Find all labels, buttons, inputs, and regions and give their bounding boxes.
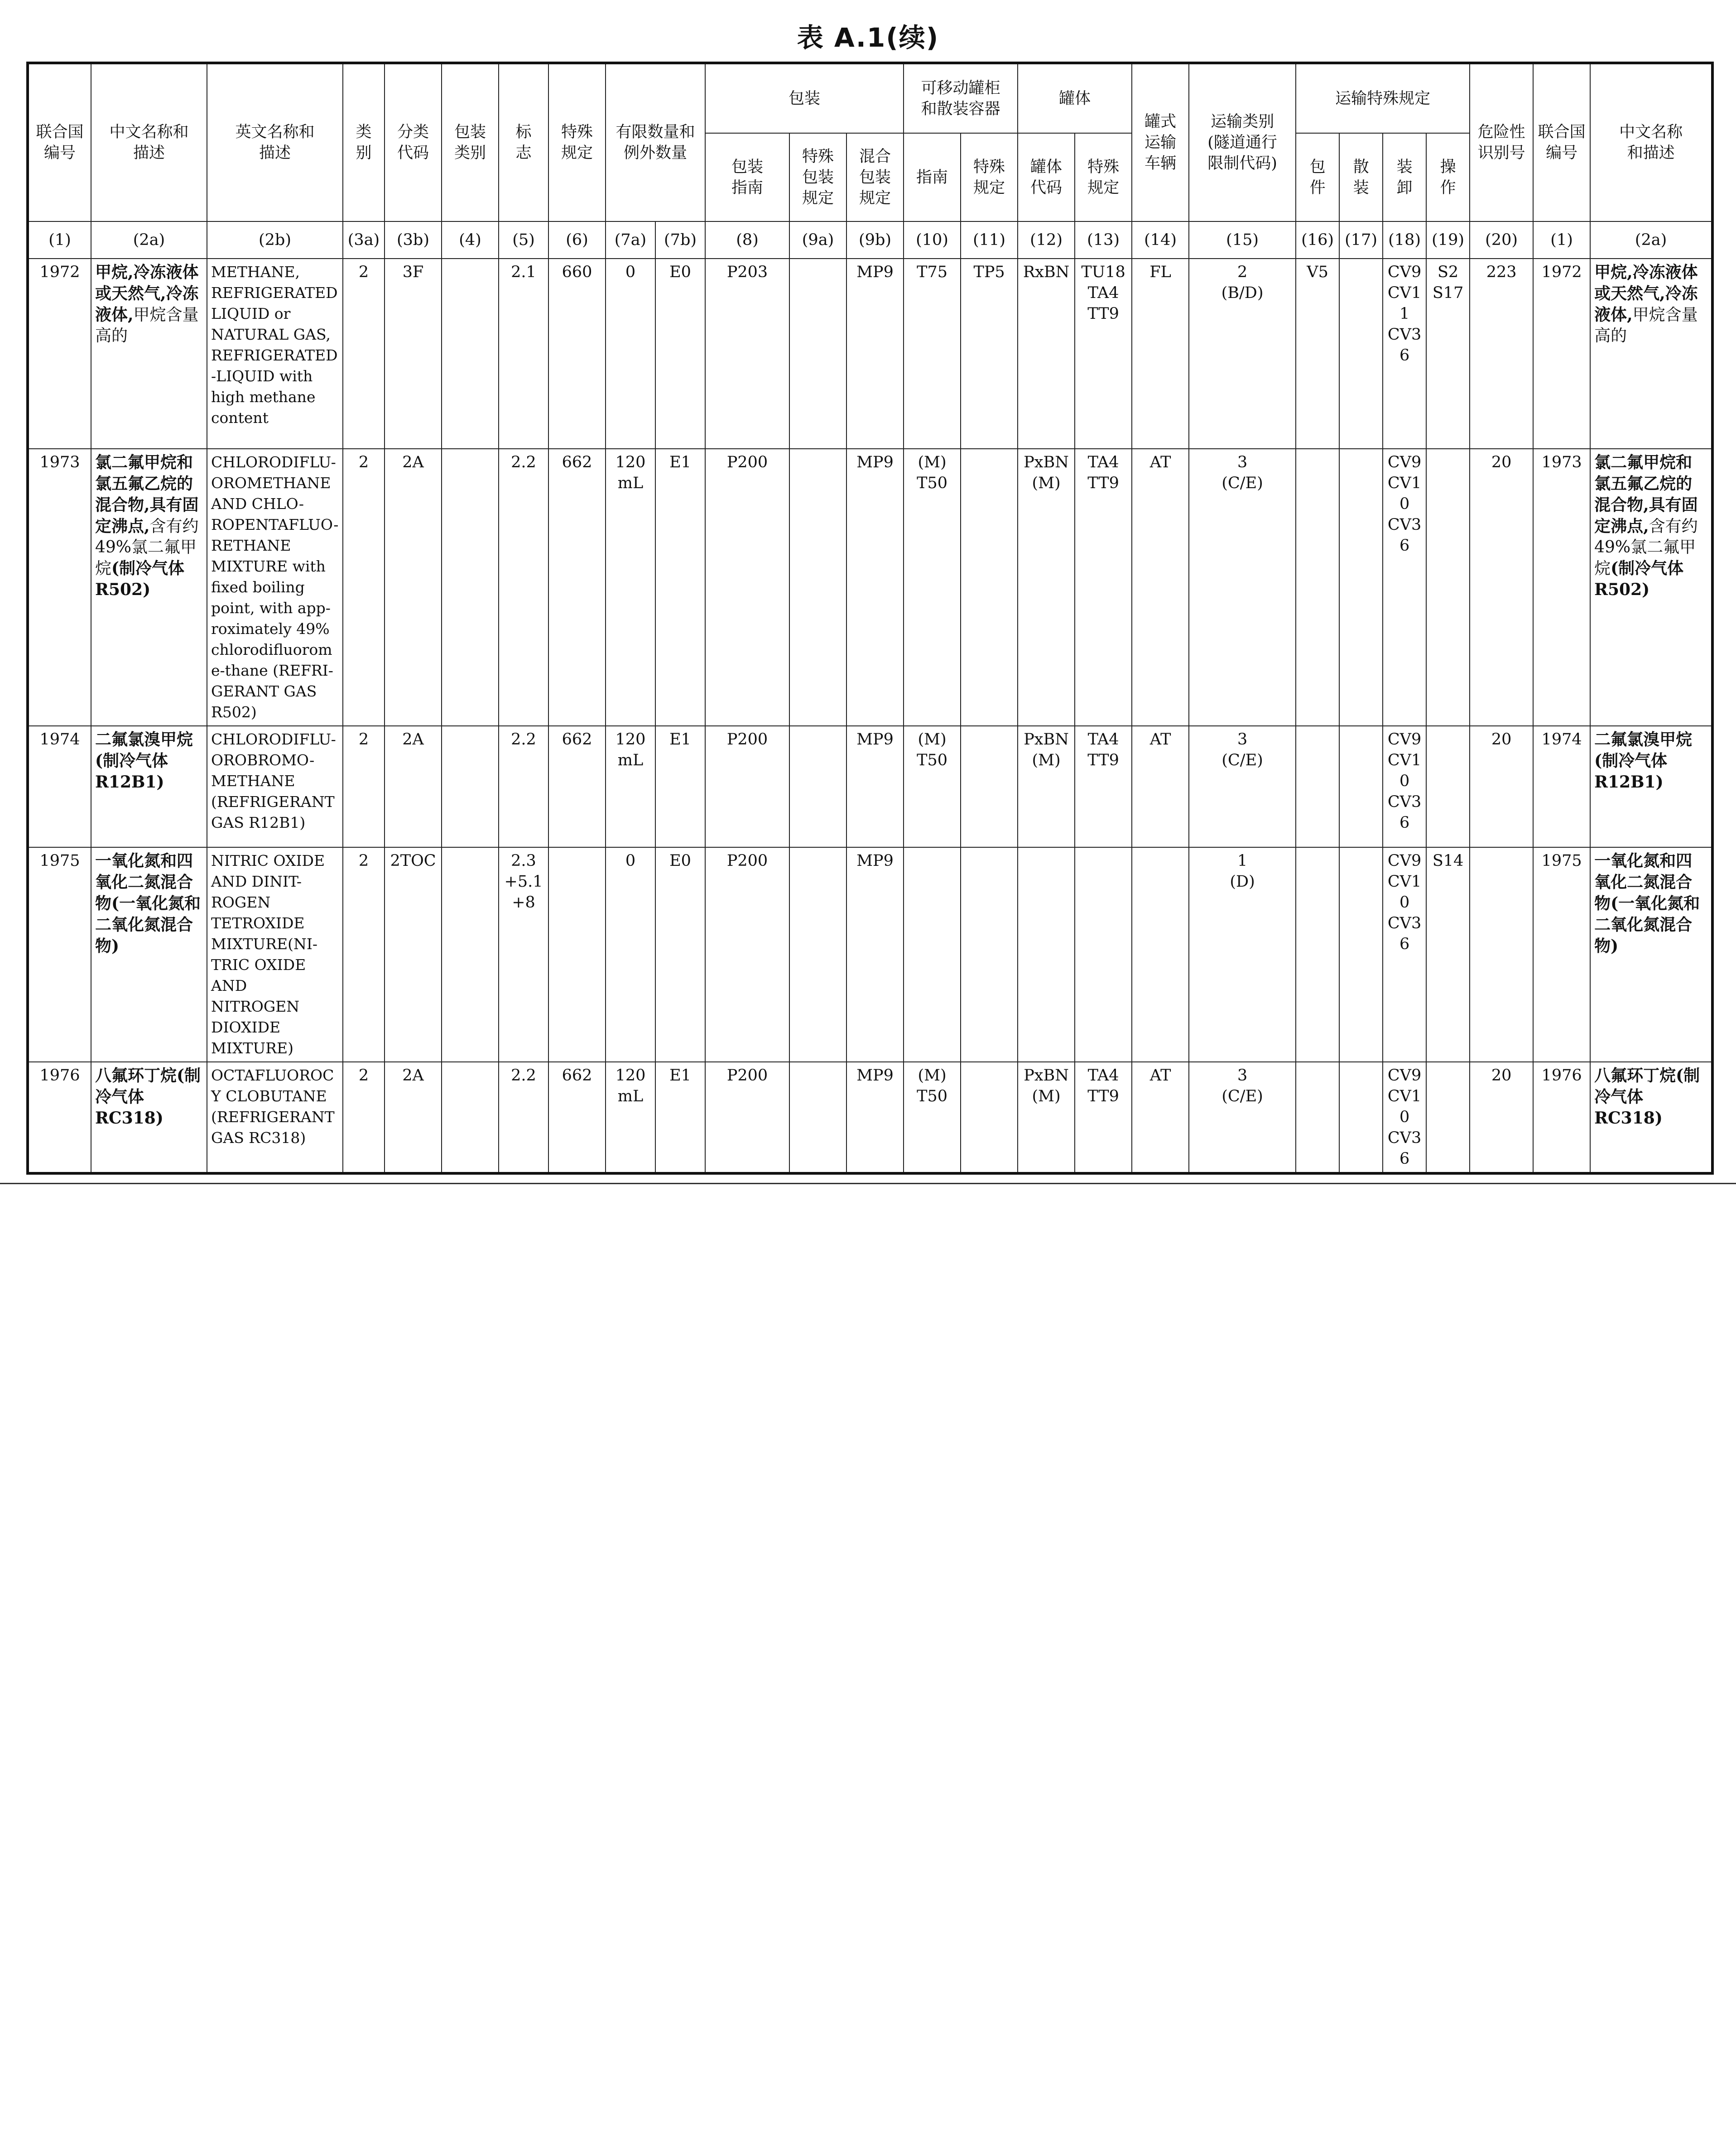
header-un-number-right: 联合国 编号 [1533, 63, 1590, 221]
dangerous-goods-table [26, 62, 1714, 1175]
cell-cat: 1 (D) [1189, 847, 1296, 1062]
column-number: (2a) [1590, 221, 1712, 259]
cell-cat: 2 (B/D) [1189, 259, 1296, 449]
chinese-name-regular: 甲烷含量高的 [95, 306, 199, 345]
table-row [28, 726, 1712, 847]
cell-eq: E1 [655, 1062, 705, 1173]
cell-lq: 120mL [606, 726, 655, 847]
cell-pg [442, 259, 499, 449]
cell-ptsp [961, 1062, 1018, 1173]
cell-mix: MP9 [846, 449, 904, 726]
column-number: (17) [1339, 221, 1383, 259]
chinese-name-bold: 二氟氯溴甲烷(制冷气体R12B1) [95, 730, 193, 792]
header-packing-group: 包装 类别 [442, 63, 499, 221]
cell-un-number: 1976 [28, 1062, 91, 1173]
cell-pkgs [1296, 726, 1339, 847]
cell-psp [789, 847, 846, 1062]
cell-pkgs [1296, 847, 1339, 1062]
column-number: (9a) [789, 221, 846, 259]
cell-eq: E0 [655, 847, 705, 1062]
cell-un-number: 1974 [28, 726, 91, 847]
header-chinese-name: 中文名称和 描述 [91, 63, 207, 221]
header-tank-code: 罐体 代码 [1018, 133, 1075, 221]
cell-hin [1470, 847, 1533, 1062]
cell-code: 3F [385, 259, 442, 449]
cell-pi: P200 [705, 847, 789, 1062]
cell-veh: FL [1132, 259, 1189, 449]
chinese-name-regular: 含有约49%氯二氟甲烷 [1594, 517, 1698, 578]
cell-ptsp [961, 726, 1018, 847]
cell-tanksp: TA4 TT9 [1075, 449, 1132, 726]
cell-class: 2 [343, 449, 385, 726]
header-special-packing: 特殊 包装 规定 [789, 133, 846, 221]
column-number: (18) [1383, 221, 1426, 259]
cell-chinese-name [91, 259, 207, 449]
cell-code: 2TOC [385, 847, 442, 1062]
chinese-name-bold: 八氟环丁烷(制冷气体RC318) [1594, 1066, 1700, 1128]
cell-chinese-name [1590, 259, 1712, 449]
column-number-row [28, 221, 1712, 259]
chinese-name-bold-tail: (制冷气体R502) [95, 559, 185, 599]
cell-sp: 662 [548, 449, 606, 726]
chinese-name-bold: 八氟环丁烷(制冷气体RC318) [95, 1066, 201, 1128]
cell-chinese-name [1590, 449, 1712, 726]
cell-load: CV9 CV10 CV36 [1383, 847, 1426, 1062]
header-portable-tanks: 可移动罐柜 和散装容器 [904, 63, 1018, 133]
cell-labels: 2.1 [499, 259, 548, 449]
header-packaging: 包装 [705, 63, 904, 133]
cell-eq: E1 [655, 449, 705, 726]
cell-class: 2 [343, 259, 385, 449]
cell-code: 2A [385, 726, 442, 847]
cell-pt: (M) T50 [904, 449, 961, 726]
column-number: (6) [548, 221, 606, 259]
cell-code: 2A [385, 1062, 442, 1173]
cell-pkgs [1296, 449, 1339, 726]
cell-sp: 662 [548, 1062, 606, 1173]
cell-mix: MP9 [846, 1062, 904, 1173]
chinese-name-bold: 甲烷,冷冻液体或天然气,冷冻液体, [1594, 263, 1698, 324]
column-number: (2a) [91, 221, 207, 259]
column-number: (16) [1296, 221, 1339, 259]
cell-english-name: CHLORODIFLU-OROBROMO-METHANE (REFRIGERANT GAS R12B1) [207, 726, 343, 847]
chinese-name-bold: 氯二氟甲烷和氯五氟乙烷的混合物,具有固定沸点, [95, 453, 199, 536]
cell-lq: 120mL [606, 1062, 655, 1173]
column-number: (1) [28, 221, 91, 259]
cell-tanksp: TA4 TT9 [1075, 1062, 1132, 1173]
header-english-name: 英文名称和 描述 [207, 63, 343, 221]
table-row [28, 449, 1712, 726]
table-body [28, 259, 1712, 1173]
cell-pt: T75 [904, 259, 961, 449]
cell-code: 2A [385, 449, 442, 726]
cell-un-number-right: 1976 [1533, 1062, 1590, 1173]
cell-ptsp [961, 449, 1018, 726]
cell-op [1426, 726, 1470, 847]
cell-veh [1132, 847, 1189, 1062]
column-number: (10) [904, 221, 961, 259]
cell-un-number-right: 1974 [1533, 726, 1590, 847]
cell-veh: AT [1132, 1062, 1189, 1173]
header-portable-special: 特殊 规定 [961, 133, 1018, 221]
cell-hin: 20 [1470, 1062, 1533, 1173]
header-un-number: 联合国 编号 [28, 63, 91, 221]
cell-pt [904, 847, 961, 1062]
cell-op [1426, 1062, 1470, 1173]
cell-tank: PxBN (M) [1018, 1062, 1075, 1173]
chinese-name-bold: 一氧化氮和四氧化二氮混合物(一氧化氮和二氧化氮混合物) [1594, 851, 1700, 956]
header-tanks: 罐体 [1018, 63, 1132, 133]
cell-sp [548, 847, 606, 1062]
cell-pt: (M) T50 [904, 1062, 961, 1173]
cell-english-name: NITRIC OXIDE AND DINIT-ROGEN TETROXIDE MIXTURE(NI-TRIC OXIDE AND NITROGEN DIOXIDE MIXTURE) [207, 847, 343, 1062]
column-number: (20) [1470, 221, 1533, 259]
cell-tank: RxBN [1018, 259, 1075, 449]
chinese-name-bold-tail: (制冷气体R502) [1594, 559, 1684, 599]
cell-bulk [1339, 726, 1383, 847]
cell-mix: MP9 [846, 847, 904, 1062]
cell-veh: AT [1132, 726, 1189, 847]
cell-ptsp [961, 847, 1018, 1062]
cell-un-number-right: 1973 [1533, 449, 1590, 726]
column-number: (5) [499, 221, 548, 259]
table-row [28, 259, 1712, 449]
cell-op [1426, 449, 1470, 726]
cell-labels: 2.2 [499, 449, 548, 726]
page-divider-line [0, 1183, 1736, 1184]
header-special-provisions: 特殊 规定 [548, 63, 606, 221]
chinese-name-bold: 氯二氟甲烷和氯五氟乙烷的混合物,具有固定沸点, [1594, 453, 1698, 536]
cell-psp [789, 726, 846, 847]
cell-hin: 20 [1470, 726, 1533, 847]
cell-psp [789, 1062, 846, 1173]
column-number: (14) [1132, 221, 1189, 259]
cell-bulk [1339, 1062, 1383, 1173]
cell-pi: P200 [705, 726, 789, 847]
header-labels: 标 志 [499, 63, 548, 221]
cell-bulk [1339, 847, 1383, 1062]
cell-class: 2 [343, 847, 385, 1062]
cell-labels: 2.2 [499, 1062, 548, 1173]
column-number: (19) [1426, 221, 1470, 259]
cell-psp [789, 449, 846, 726]
cell-labels: 2.3 +5.1 +8 [499, 847, 548, 1062]
cell-load: CV9 CV10 CV36 [1383, 726, 1426, 847]
cell-chinese-name [1590, 726, 1712, 847]
header-ts-operation: 操 作 [1426, 133, 1470, 221]
cell-lq: 120mL [606, 449, 655, 726]
cell-pi: P200 [705, 449, 789, 726]
column-number: (3a) [343, 221, 385, 259]
column-number: (1) [1533, 221, 1590, 259]
chinese-name-bold: 二氟氯溴甲烷(制冷气体R12B1) [1594, 730, 1693, 792]
header-class: 类 别 [343, 63, 385, 221]
cell-pg [442, 847, 499, 1062]
cell-tanksp: TU18 TA4 TT9 [1075, 259, 1132, 449]
cell-class: 2 [343, 726, 385, 847]
column-number: (8) [705, 221, 789, 259]
cell-chinese-name [1590, 847, 1712, 1062]
cell-psp [789, 259, 846, 449]
header-ts-loading: 装 卸 [1383, 133, 1426, 221]
cell-chinese-name [91, 449, 207, 726]
cell-un-number: 1975 [28, 847, 91, 1062]
column-number: (4) [442, 221, 499, 259]
cell-sp: 662 [548, 726, 606, 847]
cell-op: S2 S17 [1426, 259, 1470, 449]
cell-load: CV9 CV10 CV36 [1383, 1062, 1426, 1173]
column-number: (15) [1189, 221, 1296, 259]
cell-hin: 223 [1470, 259, 1533, 449]
header-limited-quantities: 有限数量和 例外数量 [606, 63, 705, 221]
cell-op: S14 [1426, 847, 1470, 1062]
table-caption: 表 A.1(续) [797, 22, 939, 53]
cell-english-name: METHANE, REFRIGERATED LIQUID or NATURAL GAS, REFRIGERATED-LIQUID with high methane content [207, 259, 343, 449]
table-wrapper [26, 62, 1711, 1175]
cell-labels: 2.2 [499, 726, 548, 847]
header-tank-vehicle: 罐式 运输 车辆 [1132, 63, 1189, 221]
cell-veh: AT [1132, 449, 1189, 726]
cell-pg [442, 449, 499, 726]
cell-tank [1018, 847, 1075, 1062]
cell-tanksp [1075, 847, 1132, 1062]
cell-english-name: CHLORODIFLU-OROMETHANE AND CHLO-ROPENTAFLUO-RETHANE MIXTURE with fixed boiling point, with app-roximately 49% chlorodifluorome-thane (REFRI-GERANT GAS R502) [207, 449, 343, 726]
cell-pg [442, 1062, 499, 1173]
column-number: (7a) [606, 221, 655, 259]
header-hazard-id: 危险性 识别号 [1470, 63, 1533, 221]
column-number: (7b) [655, 221, 705, 259]
cell-lq: 0 [606, 259, 655, 449]
column-number: (12) [1018, 221, 1075, 259]
cell-bulk [1339, 449, 1383, 726]
header-transport-category: 运输类别 (隧道通行 限制代码) [1189, 63, 1296, 221]
cell-load: CV9 CV10 CV36 [1383, 449, 1426, 726]
cell-lq: 0 [606, 847, 655, 1062]
cell-pi: P203 [705, 259, 789, 449]
cell-hin: 20 [1470, 449, 1533, 726]
header-portable-instructions: 指南 [904, 133, 961, 221]
cell-pi: P200 [705, 1062, 789, 1173]
chinese-name-bold: 甲烷,冷冻液体或天然气,冷冻液体, [95, 263, 199, 324]
column-number: (13) [1075, 221, 1132, 259]
column-number: (9b) [846, 221, 904, 259]
table-row [28, 847, 1712, 1062]
cell-sp: 660 [548, 259, 606, 449]
cell-un-number-right: 1972 [1533, 259, 1590, 449]
cell-un-number: 1973 [28, 449, 91, 726]
cell-chinese-name [91, 847, 207, 1062]
header-packing-instructions: 包装 指南 [705, 133, 789, 221]
chinese-name-regular: 甲烷含量高的 [1594, 306, 1698, 345]
cell-cat: 3 (C/E) [1189, 726, 1296, 847]
header-mixed-packing: 混合 包装 规定 [846, 133, 904, 221]
column-number: (3b) [385, 221, 442, 259]
cell-pkgs: V5 [1296, 259, 1339, 449]
cell-load: CV9 CV11 CV36 [1383, 259, 1426, 449]
cell-chinese-name [91, 1062, 207, 1173]
cell-mix: MP9 [846, 726, 904, 847]
cell-cat: 3 (C/E) [1189, 449, 1296, 726]
chinese-name-bold: 一氧化氮和四氧化二氮混合物(一氧化氮和二氧化氮混合物) [95, 851, 201, 956]
cell-tank: PxBN (M) [1018, 726, 1075, 847]
cell-tanksp: TA4 TT9 [1075, 726, 1132, 847]
cell-bulk [1339, 259, 1383, 449]
header-classification-code: 分类 代码 [385, 63, 442, 221]
cell-cat: 3 (C/E) [1189, 1062, 1296, 1173]
cell-mix: MP9 [846, 259, 904, 449]
cell-eq: E1 [655, 726, 705, 847]
header-ts-bulk: 散 装 [1339, 133, 1383, 221]
cell-chinese-name [91, 726, 207, 847]
column-number: (2b) [207, 221, 343, 259]
cell-un-number: 1972 [28, 259, 91, 449]
header-tank-special: 特殊 规定 [1075, 133, 1132, 221]
header-ts-packages: 包 件 [1296, 133, 1339, 221]
cell-chinese-name [1590, 1062, 1712, 1173]
cell-pg [442, 726, 499, 847]
table-row [28, 1062, 1712, 1173]
cell-tank: PxBN (M) [1018, 449, 1075, 726]
column-number: (11) [961, 221, 1018, 259]
header-chinese-name-right: 中文名称 和描述 [1590, 63, 1712, 221]
cell-english-name: OCTAFLUOROCY CLOBUTANE (REFRIGERANT GAS RC318) [207, 1062, 343, 1173]
cell-pkgs [1296, 1062, 1339, 1173]
cell-eq: E0 [655, 259, 705, 449]
chinese-name-regular: 含有约49%氯二氟甲烷 [95, 517, 199, 578]
header-transport-special: 运输特殊规定 [1296, 63, 1470, 133]
cell-un-number-right: 1975 [1533, 847, 1590, 1062]
cell-pt: (M) T50 [904, 726, 961, 847]
cell-class: 2 [343, 1062, 385, 1173]
cell-ptsp: TP5 [961, 259, 1018, 449]
